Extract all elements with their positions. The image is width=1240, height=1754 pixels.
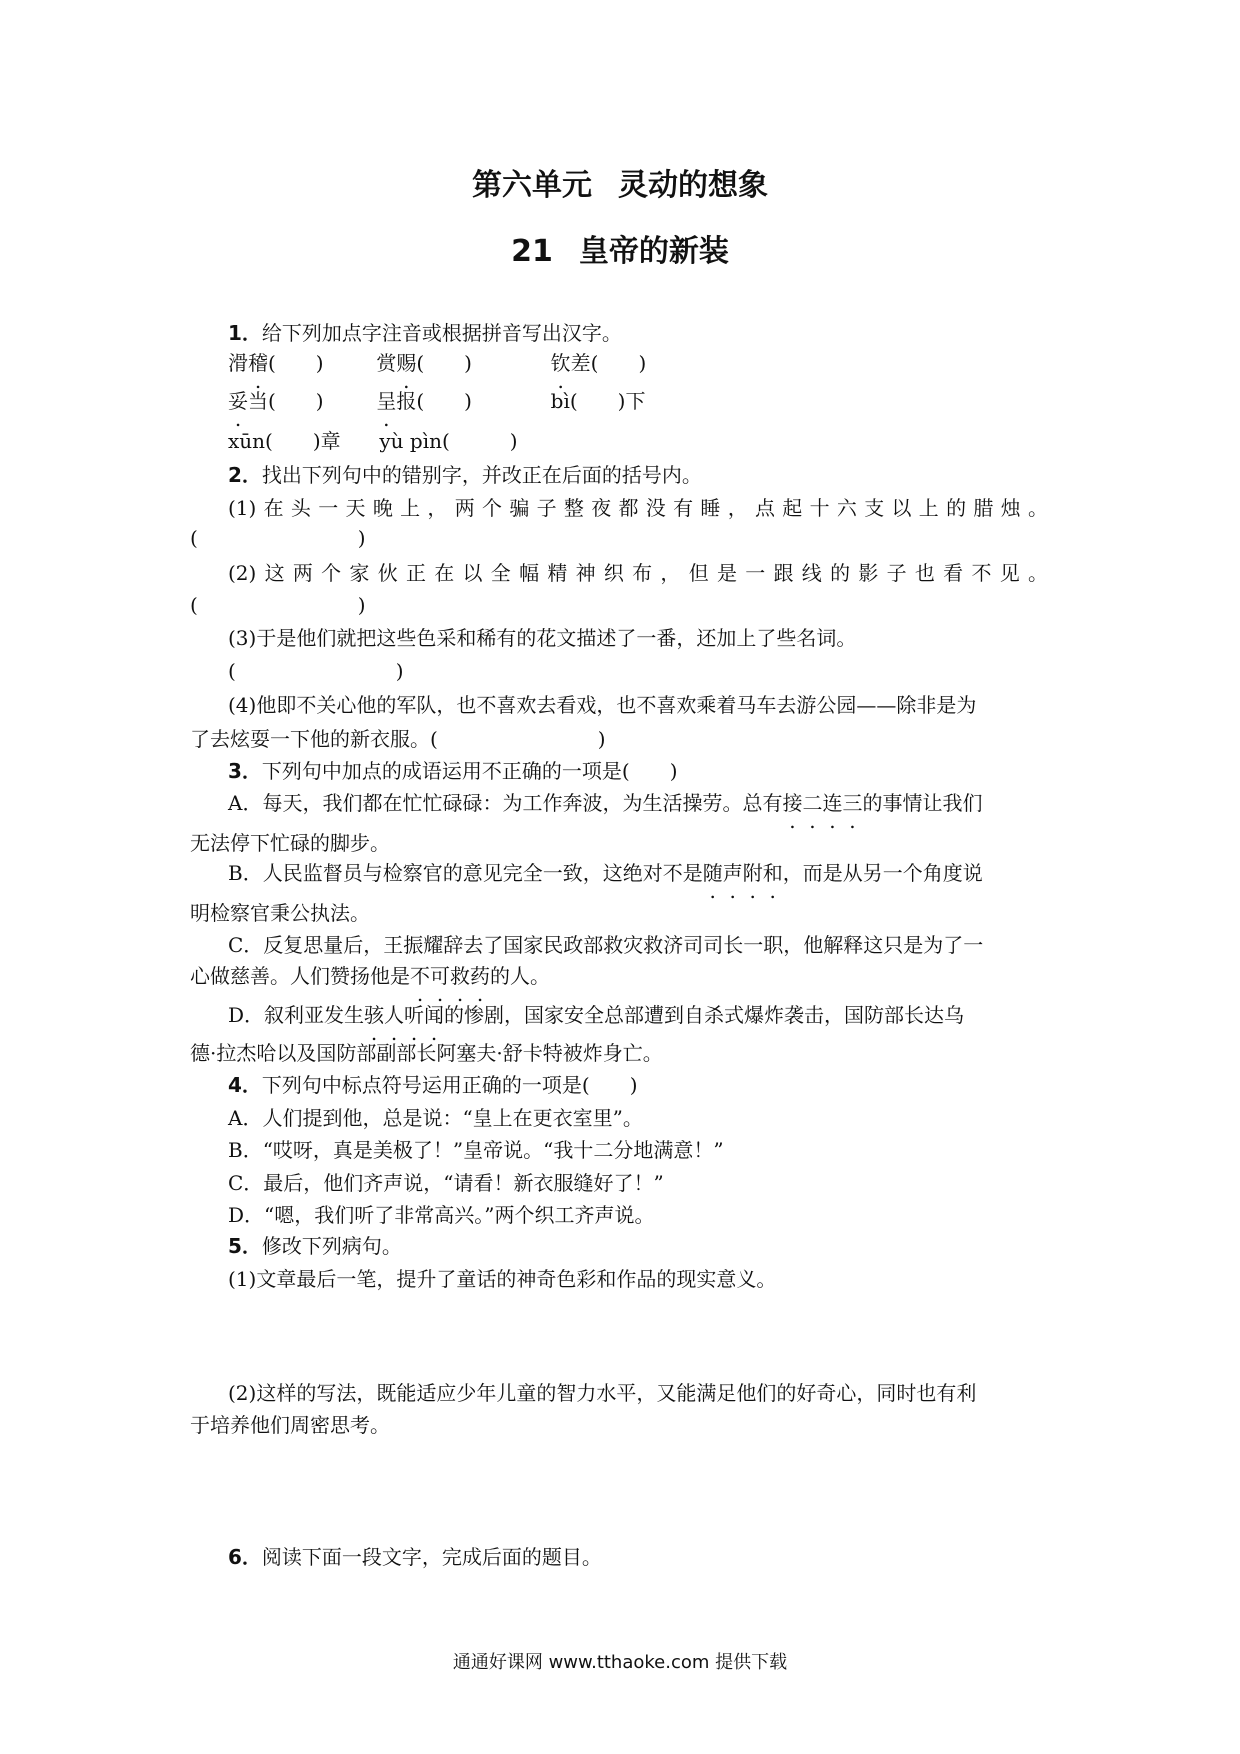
q5-text: 修改下列病句。 — [261, 1234, 402, 1258]
q4-option-d: D．“嗯，我们听了非常高兴。”两个织工齐声说。 — [228, 1203, 655, 1227]
q3-dotted-char: 可 — [430, 964, 450, 988]
q2-text: 找出下列句中的错别字，并改正在后面的括号内。 — [261, 463, 702, 487]
q2-answer-2: ( ) — [190, 593, 366, 617]
q1-char: 滑 — [228, 351, 248, 375]
q1-blank: ( ) — [268, 389, 324, 413]
q2-sentence-3: (3)于是他们就把这些色采和稀有的花文描述了一番，还加上了些名词。 — [228, 626, 857, 650]
q1-char: 赏 — [376, 351, 397, 375]
q3-option-c-cont — [190, 963, 550, 989]
q1-blank: ( ) — [590, 351, 647, 375]
q2-answer-1: ( ) — [190, 526, 366, 550]
q4-option-a: A．人们提到他，总是说：“皇上在更衣室里”。 — [228, 1106, 643, 1130]
q2-sentence-4: (4)他即不关心他的军队，也不喜欢去看戏，也不喜欢乘着马车去游公园——除非是为 — [228, 693, 977, 717]
q4-option-c: C．最后，他们齐声说，“请看！新衣服缝好了！” — [228, 1171, 664, 1195]
q5-sentence-1: (1)文章最后一笔，提升了童话的神奇色彩和作品的现实意义。 — [228, 1267, 777, 1291]
q2-prompt — [228, 462, 702, 488]
q3-dotted-char: 连 — [822, 791, 843, 815]
q1-prompt — [228, 320, 622, 346]
q1-dotted-char: 赐 — [396, 351, 417, 375]
q3-dotted-char: 接 — [782, 791, 803, 815]
q3-dotted-char: 声 — [722, 861, 743, 885]
q3-dotted-char: 人 — [384, 1003, 405, 1027]
q3-dotted-char: 听 — [404, 1003, 425, 1027]
q3-dotted-char: 随 — [702, 861, 723, 885]
q3-prompt — [228, 758, 678, 784]
q3-dotted-char: 救 — [450, 964, 470, 988]
q3-option-b-cont: 明检察官秉公执法。 — [190, 901, 370, 925]
q1-row-1 — [228, 350, 646, 376]
q5-prompt — [228, 1233, 402, 1259]
q3-dotted-char: 三 — [842, 791, 863, 815]
unit-title — [0, 160, 1240, 204]
q1-pinyin-item: bì( )下 — [550, 389, 646, 413]
q3-a-text: A．每天，我们都在忙忙碌碌：为工作奔波，为生活操劳。总有 — [228, 791, 783, 815]
q3-dotted-char: 不 — [410, 964, 430, 988]
q3-option-d-cont: 德·拉杰哈以及国防部副部长阿塞夫·舒卡特被炸身亡。 — [190, 1041, 663, 1065]
q1-text: 给下列加点字注音或根据拼音写出汉字。 — [261, 321, 622, 345]
q1-number: 1． — [228, 321, 262, 345]
q5-sentence-2-cont: 于培养他们周密思考。 — [190, 1413, 390, 1437]
q3-a-text: 的事情让我们 — [862, 791, 983, 815]
q4-text: 下列句中标点符号运用正确的一项是( ) — [261, 1073, 638, 1097]
q3-dotted-char: 和 — [762, 861, 783, 885]
unit-subtitle: 灵动的想象 — [618, 168, 768, 203]
lesson-number: 21 — [511, 234, 553, 269]
q1-blank: ( ) — [268, 351, 324, 375]
q3-option-a — [228, 790, 982, 816]
q4-option-b: B．“哎呀，真是美极了！”皇帝说。“我十二分地满意！” — [228, 1138, 724, 1162]
q5-number: 5． — [228, 1234, 262, 1258]
q3-dotted-char: 闻 — [424, 1003, 445, 1027]
q1-dotted-char: 妥 — [228, 389, 248, 413]
q2-number: 2． — [228, 463, 262, 487]
q2-sentence-2: (2)这两个家伙正在以全幅精神织布，但是一跟线的影子也看不见。 — [228, 561, 1048, 585]
q3-d-text: 的惨剧，国家安全总部遭到自杀式爆炸袭击，国防部长达乌 — [444, 1003, 965, 1027]
q5-sentence-2: (2)这样的写法，既能适应少年儿童的智力水平，又能满足他们的好奇心，同时也有利 — [228, 1381, 977, 1405]
unit-title-label: 第六单元 — [472, 168, 592, 203]
q6-text: 阅读下面一段文字，完成后面的题目。 — [261, 1545, 602, 1569]
q3-b-text: ，而是从另一个角度说 — [782, 861, 983, 885]
q3-text: 下列句中加点的成语运用不正确的一项是( ) — [261, 759, 678, 783]
q3-option-b — [228, 860, 983, 886]
q1-row-3 — [228, 428, 518, 454]
q1-dotted-char: 呈 — [376, 389, 397, 413]
q1-dotted-char: 钦 — [550, 351, 571, 375]
q2-sentence-4-cont: 了去炫耍一下他的新衣服。( ) — [190, 727, 606, 751]
q6-prompt — [228, 1544, 602, 1570]
q1-row-2 — [228, 388, 645, 414]
q1-dotted-char: 稽 — [248, 351, 268, 375]
q2-answer-3: ( ) — [228, 659, 404, 683]
q3-b-text: B．人民监督员与检察官的意见完全一致，这绝对不是 — [228, 861, 703, 885]
q1-pinyin-item: yù pìn( ) — [379, 429, 518, 453]
q3-option-a-cont: 无法停下忙碌的脚步。 — [190, 831, 390, 855]
q3-c-text: 的人。 — [490, 964, 550, 988]
q1-blank: ( ) — [416, 351, 472, 375]
q6-number: 6． — [228, 1545, 262, 1569]
q3-dotted-char: 骇 — [364, 1003, 385, 1027]
q3-option-c: C．反复思量后，王振耀辞去了国家民政部救灾救济司司长一职，他解释这只是为了一 — [228, 933, 984, 957]
page-footer: 通通好课网 www.tthaoke.com 提供下载 — [452, 1652, 788, 1673]
q3-dotted-char: 二 — [802, 791, 823, 815]
q1-blank: ( ) — [416, 389, 472, 413]
q2-sentence-1: (1)在头一天晚上，两个骗子整夜都没有睡，点起十六支以上的腊烛。 — [228, 496, 1048, 520]
q3-d-text: D．叙利亚发生 — [228, 1003, 365, 1027]
q4-number: 4． — [228, 1073, 262, 1097]
q1-char: 当 — [248, 389, 268, 413]
lesson-title — [0, 226, 1240, 270]
q3-option-d — [228, 1002, 964, 1028]
lesson-title-label: 皇帝的新装 — [578, 234, 729, 269]
q3-dotted-char: 附 — [742, 861, 763, 885]
q3-c-text: 心做慈善。人们赞扬他是 — [190, 964, 410, 988]
q1-char: 报 — [396, 389, 417, 413]
q3-dotted-char: 药 — [470, 964, 490, 988]
q3-number: 3． — [228, 759, 262, 783]
q1-char: 差 — [570, 351, 591, 375]
q4-prompt — [228, 1072, 638, 1098]
q1-pinyin-item: xūn( )章 — [228, 429, 341, 453]
